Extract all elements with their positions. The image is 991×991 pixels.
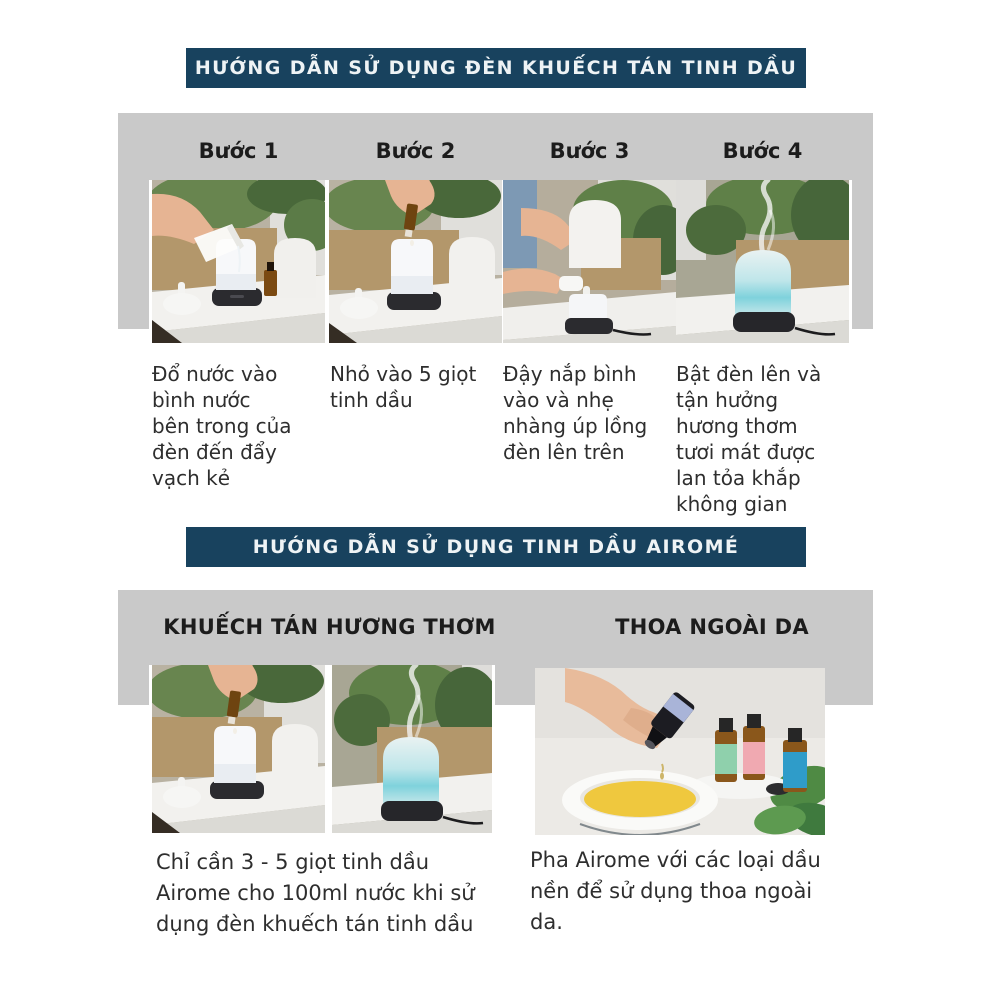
step-3-label: Bước 3 bbox=[549, 139, 630, 163]
diffuse-desc: Chỉ cần 3 - 5 giọt tinh dầu Airome cho 100ml nước khi sử dụng đèn khuếch tán tinh dầu bbox=[156, 850, 475, 936]
photo-step-3-place-cover bbox=[503, 180, 676, 343]
diffuser-guide-title: HƯỚNG DẪN SỬ DỤNG ĐÈN KHUẾCH TÁN TINH DẦU bbox=[194, 57, 798, 79]
pour-water-scene bbox=[152, 180, 325, 343]
diffusing-scene-2 bbox=[332, 665, 492, 833]
oil-drop bbox=[233, 728, 237, 734]
glass-cover-held bbox=[569, 200, 621, 268]
glass-cover bbox=[274, 238, 316, 298]
glowing-glass bbox=[383, 737, 439, 807]
falling-drop bbox=[662, 764, 663, 772]
place-cover-scene bbox=[503, 180, 676, 343]
diffuse-heading: KHUẾCH TÁN HƯƠNG THƠM bbox=[163, 615, 496, 639]
funnel bbox=[163, 786, 201, 808]
step-2-desc: Nhỏ vào 5 giọt tinh dầu bbox=[330, 362, 477, 412]
glowing-glass bbox=[735, 250, 791, 318]
glass-cover bbox=[449, 237, 495, 304]
photo-topical-oil-bowl bbox=[535, 668, 825, 835]
oil-guide-banner bbox=[186, 527, 806, 567]
small-cap bbox=[559, 276, 583, 291]
diffuser-guide-banner bbox=[186, 48, 806, 88]
photo-diffuse-glowing bbox=[332, 665, 492, 833]
photo-step-1-pour-water bbox=[152, 180, 325, 343]
oil-drop bbox=[410, 240, 414, 246]
photo-diffuse-drip-oil bbox=[152, 665, 325, 833]
diffusing-scene bbox=[676, 180, 849, 343]
step-2-label: Bước 2 bbox=[375, 139, 456, 163]
photo-step-2-drip-oil bbox=[329, 180, 502, 343]
glass-cover bbox=[272, 724, 318, 793]
reservoir bbox=[569, 294, 607, 322]
step-1-label: Bước 1 bbox=[198, 139, 279, 163]
funnel bbox=[340, 297, 378, 319]
diffuser-base bbox=[381, 801, 443, 821]
oil-bottle bbox=[264, 270, 277, 296]
carrier-oil bbox=[584, 781, 696, 817]
topical-heading: THOA NGOÀI DA bbox=[615, 615, 809, 639]
oil-bowl-scene bbox=[535, 668, 825, 835]
funnel bbox=[163, 293, 201, 315]
step-3-desc: Đậy nắp bình vào và nhẹ nhàng úp lồng đèn lên trên bbox=[503, 362, 648, 464]
drip-oil-scene bbox=[329, 180, 502, 343]
diffuser-base bbox=[210, 781, 264, 799]
step-4-label: Bước 4 bbox=[722, 139, 803, 163]
diffuser-base bbox=[733, 312, 795, 332]
diffuser-base bbox=[387, 292, 441, 310]
step-1-desc: Đổ nước vào bình nước bên trong của đèn đến đẩy vạch kẻ bbox=[152, 362, 292, 490]
topical-desc: Pha Airome với các loại dầu nền để sử dụng thoa ngoài da. bbox=[530, 848, 821, 934]
diffuser-base bbox=[565, 318, 613, 334]
oil-guide-title: HƯỚNG DẪN SỬ DỤNG TINH DẦU AIROMÉ bbox=[252, 536, 740, 558]
drip-oil-scene-2 bbox=[152, 665, 325, 833]
step-4-desc: Bật đèn lên và tận hưởng hương thơm tươi mát được lan tỏa khắp không gian bbox=[676, 362, 822, 516]
photo-step-4-diffusing bbox=[676, 180, 849, 343]
